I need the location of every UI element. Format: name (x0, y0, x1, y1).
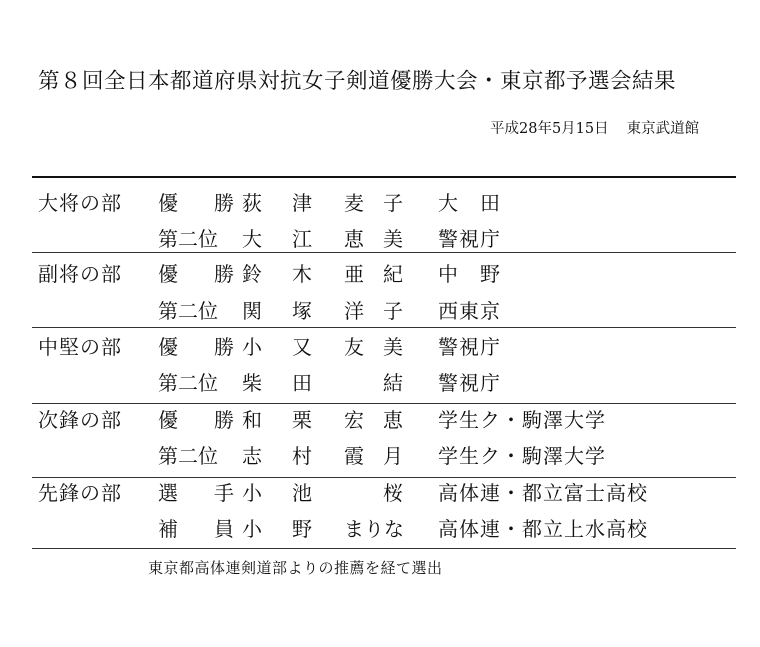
name-char: 木 (292, 262, 312, 286)
name-char: 紀 (383, 262, 403, 286)
rank-char: 優 (158, 335, 178, 359)
rank-label: 第二位 (158, 371, 218, 395)
result-row (0, 510, 760, 548)
rank-label: 第二位 (158, 444, 218, 468)
rank-label: 第二位 (158, 227, 218, 251)
name-char: 江 (292, 227, 312, 251)
affiliation: 学生ク・駒澤大学 (438, 444, 606, 468)
rank-char: 勝 (214, 335, 234, 359)
rank-char: 勝 (214, 262, 234, 286)
name-char: 結 (383, 371, 403, 395)
division-label: 先鋒の部 (38, 481, 122, 505)
name-char: 又 (292, 335, 312, 359)
result-row (0, 474, 760, 512)
rank-char: 勝 (214, 191, 234, 215)
name-char: 恵 (344, 227, 364, 251)
affiliation: 西東京 (438, 299, 501, 323)
name-char: 月 (383, 444, 403, 468)
name-char: 霞 (344, 444, 364, 468)
affiliation: 警視庁 (438, 371, 501, 395)
result-row (0, 292, 760, 330)
division-label: 副将の部 (38, 262, 122, 286)
name-char: 塚 (292, 299, 312, 323)
name-char: 美 (383, 335, 403, 359)
affiliation: 中 野 (438, 262, 501, 286)
name-char: 大 (242, 227, 262, 251)
result-row (0, 437, 760, 475)
rank-char: 優 (158, 408, 178, 432)
rank-char: 勝 (214, 408, 234, 432)
name-char: 野 (292, 517, 312, 541)
result-row (0, 255, 760, 293)
rank-char: 選 (158, 481, 178, 505)
name-char: 子 (383, 299, 403, 323)
name-char: 柴 (242, 371, 262, 395)
affiliation: 学生ク・駒澤大学 (438, 408, 606, 432)
event-date: 平成28年5月15日 (490, 121, 609, 137)
result-row (0, 364, 760, 402)
rank-label: 第二位 (158, 299, 218, 323)
affiliation: 高体連・都立富士高校 (438, 481, 648, 505)
rank-char: 手 (214, 481, 234, 505)
name-char: 恵 (383, 408, 403, 432)
division-label: 大将の部 (38, 191, 122, 215)
affiliation: 警視庁 (438, 227, 501, 251)
name-char: 宏 (344, 408, 364, 432)
name-char: 桜 (383, 481, 403, 505)
name-char: 栗 (292, 408, 312, 432)
name-char: 鈴 (242, 262, 262, 286)
document-title: 第８回全日本都道府県対抗女子剣道優勝大会・東京都予選会結果 (38, 69, 677, 94)
footnote: 東京都高体連剣道部よりの推薦を経て選出 (148, 559, 443, 577)
result-row (0, 220, 760, 258)
rank-char: 優 (158, 191, 178, 215)
name-char: 村 (292, 444, 312, 468)
name-char: 田 (292, 371, 312, 395)
affiliation: 高体連・都立上水高校 (438, 517, 648, 541)
rank-char: 補 (158, 517, 178, 541)
affiliation: 警視庁 (438, 335, 501, 359)
name-char: 美 (383, 227, 403, 251)
rank-char: 優 (158, 262, 178, 286)
result-row (0, 184, 760, 222)
name-char: 池 (292, 481, 312, 505)
name-char: 洋 (344, 299, 364, 323)
name-char: 友 (344, 335, 364, 359)
name-char: 和 (242, 408, 262, 432)
name-char: 子 (383, 191, 403, 215)
name-char: 関 (242, 299, 262, 323)
name-char: 亜 (344, 262, 364, 286)
affiliation: 大 田 (438, 191, 501, 215)
result-row (0, 328, 760, 366)
result-row (0, 401, 760, 439)
name-char: 麦 (344, 191, 364, 215)
division-label: 中堅の部 (38, 335, 122, 359)
event-venue: 東京武道館 (626, 121, 700, 137)
name-char: 志 (242, 444, 262, 468)
table-bottom-rule (32, 548, 736, 549)
name-char: まりな (344, 517, 404, 541)
date-venue-line (490, 117, 699, 138)
name-char: 小 (242, 481, 262, 505)
division-label: 次鋒の部 (38, 408, 122, 432)
name-char: 小 (242, 517, 262, 541)
name-char: 荻 (242, 191, 262, 215)
division-divider (32, 176, 736, 178)
name-char: 津 (292, 191, 312, 215)
name-char: 小 (242, 335, 262, 359)
rank-char: 員 (214, 517, 234, 541)
